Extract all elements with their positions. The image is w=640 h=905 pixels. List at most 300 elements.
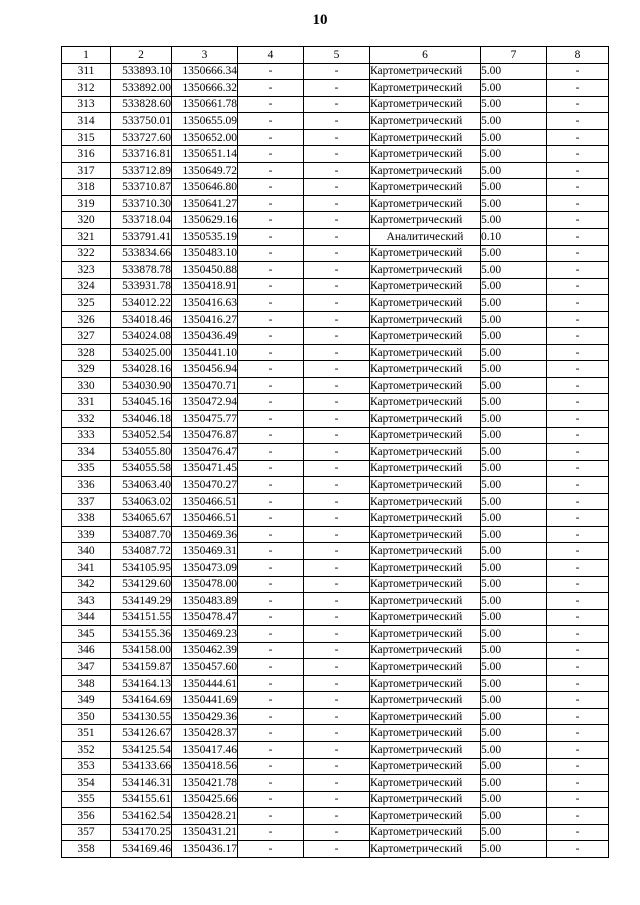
table-cell-col-7: 5.00 [481, 162, 547, 179]
table-row [62, 361, 609, 378]
table-cell-col-5: - [304, 477, 370, 494]
table-cell-col-8: - [547, 626, 609, 643]
table-cell-col-8: - [547, 245, 609, 262]
table-cell-col-6: Картометрический [370, 427, 481, 444]
table-cell-col-6: Картометрический [370, 642, 481, 659]
table-cell-col-4: - [238, 493, 304, 510]
table-cell-col-8: - [547, 609, 609, 626]
table-cell-col-4: - [238, 510, 304, 527]
table-cell-col-2: 534024.08 [111, 328, 172, 345]
page-number: 10 [312, 12, 328, 28]
table-cell-col-7: 5.00 [481, 361, 547, 378]
table-cell-col-6: Картометрический [370, 262, 481, 279]
table-cell-col-1: 316 [62, 146, 111, 163]
table-cell-col-1: 317 [62, 162, 111, 179]
table-row [62, 212, 609, 229]
table-cell-col-4: - [238, 344, 304, 361]
column-header: 4 [238, 47, 304, 64]
table-cell-col-3: 1350421.78 [172, 775, 238, 792]
table-cell-col-4: - [238, 808, 304, 825]
table-cell-col-3: 1350472.94 [172, 394, 238, 411]
table-cell-col-5: - [304, 344, 370, 361]
table-cell-col-3: 1350666.32 [172, 80, 238, 97]
table-cell-col-4: - [238, 841, 304, 858]
table-cell-col-4: - [238, 162, 304, 179]
table-cell-col-6: Картометрический [370, 626, 481, 643]
table-cell-col-7: 5.00 [481, 96, 547, 113]
table-cell-col-8: - [547, 493, 609, 510]
table-cell-col-8: - [547, 411, 609, 428]
table-cell-col-3: 1350641.27 [172, 195, 238, 212]
table-cell-col-7: 5.00 [481, 278, 547, 295]
table-cell-col-8: - [547, 63, 609, 80]
table-cell-col-3: 1350476.87 [172, 427, 238, 444]
table-cell-col-2: 534045.16 [111, 394, 172, 411]
table-cell-col-4: - [238, 559, 304, 576]
table-cell-col-8: - [547, 708, 609, 725]
table-cell-col-1: 352 [62, 741, 111, 758]
table-cell-col-7: 5.00 [481, 841, 547, 858]
table-cell-col-6: Картометрический [370, 841, 481, 858]
table-cell-col-7: 5.00 [481, 80, 547, 97]
table-cell-col-3: 1350652.00 [172, 129, 238, 146]
table-cell-col-6: Картометрический [370, 576, 481, 593]
table-row [62, 526, 609, 543]
table-cell-col-2: 534164.69 [111, 692, 172, 709]
table-cell-col-2: 534046.18 [111, 411, 172, 428]
table-cell-col-2: 534063.40 [111, 477, 172, 494]
table-cell-col-2: 533727.60 [111, 129, 172, 146]
table-cell-col-7: 5.00 [481, 692, 547, 709]
table-cell-col-1: 315 [62, 129, 111, 146]
table-cell-col-2: 533710.30 [111, 195, 172, 212]
table-cell-col-1: 341 [62, 559, 111, 576]
table-cell-col-1: 348 [62, 675, 111, 692]
column-header: 3 [172, 47, 238, 64]
table-cell-col-2: 533750.01 [111, 113, 172, 130]
table-cell-col-1: 345 [62, 626, 111, 643]
table-cell-col-6: Картометрический [370, 129, 481, 146]
table-cell-col-8: - [547, 278, 609, 295]
table-cell-col-3: 1350469.36 [172, 526, 238, 543]
table-cell-col-4: - [238, 708, 304, 725]
table-cell-col-6: Картометрический [370, 758, 481, 775]
table-cell-col-2: 534169.46 [111, 841, 172, 858]
table-row [62, 758, 609, 775]
table-cell-col-4: - [238, 229, 304, 246]
table-cell-col-3: 1350646.80 [172, 179, 238, 196]
table-cell-col-7: 5.00 [481, 195, 547, 212]
table-row [62, 394, 609, 411]
table-row [62, 179, 609, 196]
table-cell-col-1: 329 [62, 361, 111, 378]
table-cell-col-3: 1350450.88 [172, 262, 238, 279]
table-cell-col-7: 5.00 [481, 146, 547, 163]
table-cell-col-7: 5.00 [481, 427, 547, 444]
table-cell-col-5: - [304, 791, 370, 808]
table-cell-col-7: 5.00 [481, 344, 547, 361]
table-cell-col-7: 5.00 [481, 758, 547, 775]
table-cell-col-4: - [238, 311, 304, 328]
table-cell-col-5: - [304, 808, 370, 825]
table-cell-col-6: Картометрический [370, 741, 481, 758]
table-row [62, 824, 609, 841]
table-cell-col-7: 0.10 [481, 229, 547, 246]
table-cell-col-7: 5.00 [481, 262, 547, 279]
table-cell-col-4: - [238, 460, 304, 477]
table-cell-col-7: 5.00 [481, 328, 547, 345]
table-cell-col-8: - [547, 394, 609, 411]
table-cell-col-5: - [304, 708, 370, 725]
table-cell-col-8: - [547, 576, 609, 593]
table-cell-col-6: Картометрический [370, 96, 481, 113]
table-cell-col-4: - [238, 96, 304, 113]
table-cell-col-8: - [547, 692, 609, 709]
table-row [62, 278, 609, 295]
table-cell-col-4: - [238, 725, 304, 742]
table-cell-col-2: 534151.55 [111, 609, 172, 626]
table-row [62, 576, 609, 593]
table-cell-col-3: 1350476.47 [172, 444, 238, 461]
table-cell-col-1: 337 [62, 493, 111, 510]
table-cell-col-8: - [547, 96, 609, 113]
table-cell-col-2: 534065.67 [111, 510, 172, 527]
table-cell-col-4: - [238, 427, 304, 444]
table-cell-col-1: 330 [62, 377, 111, 394]
table-cell-col-5: - [304, 427, 370, 444]
table-cell-col-1: 319 [62, 195, 111, 212]
table-cell-col-6: Картометрический [370, 559, 481, 576]
table-cell-col-5: - [304, 96, 370, 113]
table-cell-col-7: 5.00 [481, 559, 547, 576]
table-cell-col-5: - [304, 675, 370, 692]
table-cell-col-4: - [238, 394, 304, 411]
table-cell-col-1: 331 [62, 394, 111, 411]
table-cell-col-1: 313 [62, 96, 111, 113]
table-row [62, 659, 609, 676]
table-cell-col-2: 534126.67 [111, 725, 172, 742]
table-cell-col-3: 1350462.39 [172, 642, 238, 659]
table-row [62, 708, 609, 725]
table-cell-col-6: Аналитический [370, 229, 481, 246]
table-row [62, 113, 609, 130]
table-cell-col-4: - [238, 576, 304, 593]
table-cell-col-5: - [304, 63, 370, 80]
table-cell-col-4: - [238, 411, 304, 428]
table-cell-col-3: 1350651.14 [172, 146, 238, 163]
table-row [62, 344, 609, 361]
table-cell-col-1: 340 [62, 543, 111, 560]
table-row [62, 559, 609, 576]
table-cell-col-1: 334 [62, 444, 111, 461]
table-cell-col-6: Картометрический [370, 113, 481, 130]
table-cell-col-6: Картометрический [370, 543, 481, 560]
table-cell-col-2: 533791.41 [111, 229, 172, 246]
table-cell-col-3: 1350475.77 [172, 411, 238, 428]
table-cell-col-4: - [238, 642, 304, 659]
table-cell-col-3: 1350655.09 [172, 113, 238, 130]
table-row [62, 741, 609, 758]
table-cell-col-1: 326 [62, 311, 111, 328]
table-cell-col-6: Картометрический [370, 609, 481, 626]
table-cell-col-7: 5.00 [481, 659, 547, 676]
table-cell-col-8: - [547, 460, 609, 477]
table-cell-col-2: 533712.89 [111, 162, 172, 179]
table-cell-col-6: Картометрический [370, 692, 481, 709]
table-cell-col-4: - [238, 113, 304, 130]
table-cell-col-1: 314 [62, 113, 111, 130]
table-cell-col-3: 1350428.21 [172, 808, 238, 825]
table-cell-col-2: 533892.00 [111, 80, 172, 97]
table-cell-col-5: - [304, 659, 370, 676]
table-cell-col-5: - [304, 212, 370, 229]
column-header: 5 [304, 47, 370, 64]
table-cell-col-5: - [304, 295, 370, 312]
table-row [62, 162, 609, 179]
table-cell-col-5: - [304, 262, 370, 279]
table-cell-col-8: - [547, 841, 609, 858]
table-cell-col-5: - [304, 493, 370, 510]
table-cell-col-3: 1350473.09 [172, 559, 238, 576]
table-cell-col-3: 1350417.46 [172, 741, 238, 758]
table-cell-col-6: Картометрический [370, 526, 481, 543]
table-cell-col-6: Картометрический [370, 493, 481, 510]
table-cell-col-8: - [547, 129, 609, 146]
table-cell-col-1: 346 [62, 642, 111, 659]
table-row [62, 808, 609, 825]
table-cell-col-8: - [547, 262, 609, 279]
table-row [62, 377, 609, 394]
table-cell-col-5: - [304, 609, 370, 626]
table-cell-col-4: - [238, 659, 304, 676]
table-cell-col-1: 328 [62, 344, 111, 361]
table-row [62, 444, 609, 461]
table-cell-col-3: 1350444.61 [172, 675, 238, 692]
table-cell-col-1: 338 [62, 510, 111, 527]
table-cell-col-8: - [547, 212, 609, 229]
table-cell-col-5: - [304, 195, 370, 212]
table-cell-col-7: 5.00 [481, 377, 547, 394]
table-cell-col-8: - [547, 113, 609, 130]
table-cell-col-2: 534105.95 [111, 559, 172, 576]
table-cell-col-2: 534158.00 [111, 642, 172, 659]
table-cell-col-2: 534087.72 [111, 543, 172, 560]
table-cell-col-2: 533718.04 [111, 212, 172, 229]
table-cell-col-5: - [304, 311, 370, 328]
table-cell-col-6: Картометрический [370, 659, 481, 676]
table-cell-col-3: 1350429.36 [172, 708, 238, 725]
table-row [62, 96, 609, 113]
table-cell-col-7: 5.00 [481, 179, 547, 196]
table-cell-col-4: - [238, 526, 304, 543]
table-cell-col-8: - [547, 311, 609, 328]
coordinates-table [61, 46, 609, 858]
table-cell-col-2: 534159.87 [111, 659, 172, 676]
table-row [62, 311, 609, 328]
table-cell-col-2: 533716.81 [111, 146, 172, 163]
table-row [62, 510, 609, 527]
table-cell-col-6: Картометрический [370, 824, 481, 841]
table-cell-col-1: 339 [62, 526, 111, 543]
table-cell-col-8: - [547, 775, 609, 792]
table-row [62, 642, 609, 659]
table-cell-col-8: - [547, 344, 609, 361]
table-cell-col-1: 356 [62, 808, 111, 825]
table-cell-col-8: - [547, 377, 609, 394]
table-cell-col-6: Картометрический [370, 295, 481, 312]
table-cell-col-6: Картометрический [370, 162, 481, 179]
table-cell-col-8: - [547, 791, 609, 808]
table-cell-col-1: 343 [62, 593, 111, 610]
table-cell-col-8: - [547, 725, 609, 742]
table-cell-col-3: 1350416.27 [172, 311, 238, 328]
table-cell-col-7: 5.00 [481, 741, 547, 758]
table-cell-col-5: - [304, 411, 370, 428]
table-cell-col-2: 534125.54 [111, 741, 172, 758]
table-cell-col-2: 534155.61 [111, 791, 172, 808]
table-cell-col-3: 1350535.19 [172, 229, 238, 246]
table-cell-col-2: 534155.36 [111, 626, 172, 643]
table-cell-col-8: - [547, 808, 609, 825]
column-header: 1 [62, 47, 111, 64]
table-row [62, 195, 609, 212]
table-row [62, 775, 609, 792]
table-cell-col-3: 1350469.31 [172, 543, 238, 560]
table-cell-col-6: Картометрический [370, 791, 481, 808]
table-cell-col-1: 342 [62, 576, 111, 593]
table-cell-col-8: - [547, 361, 609, 378]
table-cell-col-7: 5.00 [481, 63, 547, 80]
table-cell-col-8: - [547, 328, 609, 345]
table-cell-col-3: 1350478.47 [172, 609, 238, 626]
table-cell-col-5: - [304, 394, 370, 411]
table-cell-col-2: 534018.46 [111, 311, 172, 328]
table-cell-col-6: Картометрический [370, 278, 481, 295]
table-cell-col-7: 5.00 [481, 642, 547, 659]
table-cell-col-1: 323 [62, 262, 111, 279]
table-cell-col-1: 333 [62, 427, 111, 444]
table-cell-col-3: 1350436.49 [172, 328, 238, 345]
table-cell-col-5: - [304, 229, 370, 246]
table-cell-col-5: - [304, 129, 370, 146]
table-row [62, 841, 609, 858]
table-cell-col-4: - [238, 477, 304, 494]
table-cell-col-8: - [547, 229, 609, 246]
table-cell-col-7: 5.00 [481, 808, 547, 825]
table-cell-col-3: 1350483.10 [172, 245, 238, 262]
table-cell-col-7: 5.00 [481, 477, 547, 494]
table-cell-col-1: 318 [62, 179, 111, 196]
table-cell-col-7: 5.00 [481, 593, 547, 610]
table-cell-col-7: 5.00 [481, 394, 547, 411]
table-cell-col-3: 1350425.66 [172, 791, 238, 808]
table-row [62, 725, 609, 742]
table-cell-col-5: - [304, 642, 370, 659]
table-row [62, 477, 609, 494]
table-cell-col-5: - [304, 559, 370, 576]
table-cell-col-5: - [304, 775, 370, 792]
table-cell-col-4: - [238, 692, 304, 709]
table-cell-col-6: Картометрический [370, 593, 481, 610]
table-cell-col-3: 1350466.51 [172, 493, 238, 510]
column-header: 7 [481, 47, 547, 64]
table-cell-col-4: - [238, 262, 304, 279]
table-cell-col-8: - [547, 642, 609, 659]
table-cell-col-4: - [238, 80, 304, 97]
table-header-row [62, 47, 609, 64]
table-cell-col-7: 5.00 [481, 493, 547, 510]
table-cell-col-2: 534164.13 [111, 675, 172, 692]
table-cell-col-1: 320 [62, 212, 111, 229]
table-cell-col-4: - [238, 179, 304, 196]
table-cell-col-5: - [304, 278, 370, 295]
table-cell-col-8: - [547, 559, 609, 576]
table-cell-col-4: - [238, 377, 304, 394]
table-cell-col-3: 1350629.16 [172, 212, 238, 229]
table-cell-col-3: 1350666.34 [172, 63, 238, 80]
table-cell-col-1: 327 [62, 328, 111, 345]
table-cell-col-2: 533878.78 [111, 262, 172, 279]
table-row [62, 411, 609, 428]
table-cell-col-3: 1350436.17 [172, 841, 238, 858]
table-cell-col-7: 5.00 [481, 295, 547, 312]
table-row [62, 675, 609, 692]
table-cell-col-6: Картометрический [370, 477, 481, 494]
table-cell-col-3: 1350470.27 [172, 477, 238, 494]
table-cell-col-2: 534052.54 [111, 427, 172, 444]
table-cell-col-8: - [547, 593, 609, 610]
table-cell-col-4: - [238, 146, 304, 163]
table-cell-col-3: 1350661.78 [172, 96, 238, 113]
table-cell-col-8: - [547, 526, 609, 543]
table-cell-col-6: Картометрический [370, 80, 481, 97]
table-cell-col-6: Картометрический [370, 328, 481, 345]
table-cell-col-8: - [547, 195, 609, 212]
column-header: 2 [111, 47, 172, 64]
table-cell-col-3: 1350418.56 [172, 758, 238, 775]
table-cell-col-7: 5.00 [481, 775, 547, 792]
table-cell-col-7: 5.00 [481, 576, 547, 593]
table-row [62, 80, 609, 97]
table-row [62, 328, 609, 345]
table-cell-col-4: - [238, 609, 304, 626]
table-cell-col-5: - [304, 444, 370, 461]
table-cell-col-5: - [304, 377, 370, 394]
table-cell-col-1: 324 [62, 278, 111, 295]
table-cell-col-7: 5.00 [481, 460, 547, 477]
table-cell-col-3: 1350456.94 [172, 361, 238, 378]
table-cell-col-4: - [238, 328, 304, 345]
table-cell-col-7: 5.00 [481, 725, 547, 742]
table-cell-col-1: 311 [62, 63, 111, 80]
table-cell-col-4: - [238, 593, 304, 610]
table-cell-col-4: - [238, 361, 304, 378]
table-cell-col-5: - [304, 113, 370, 130]
table-cell-col-3: 1350441.10 [172, 344, 238, 361]
table-cell-col-1: 325 [62, 295, 111, 312]
table-cell-col-8: - [547, 179, 609, 196]
table-cell-col-5: - [304, 526, 370, 543]
table-cell-col-1: 354 [62, 775, 111, 792]
table-cell-col-8: - [547, 427, 609, 444]
table-cell-col-4: - [238, 278, 304, 295]
table-cell-col-8: - [547, 824, 609, 841]
table-cell-col-4: - [238, 212, 304, 229]
table-cell-col-8: - [547, 741, 609, 758]
table-cell-col-6: Картометрический [370, 708, 481, 725]
table-cell-col-4: - [238, 245, 304, 262]
table-cell-col-6: Картометрический [370, 411, 481, 428]
